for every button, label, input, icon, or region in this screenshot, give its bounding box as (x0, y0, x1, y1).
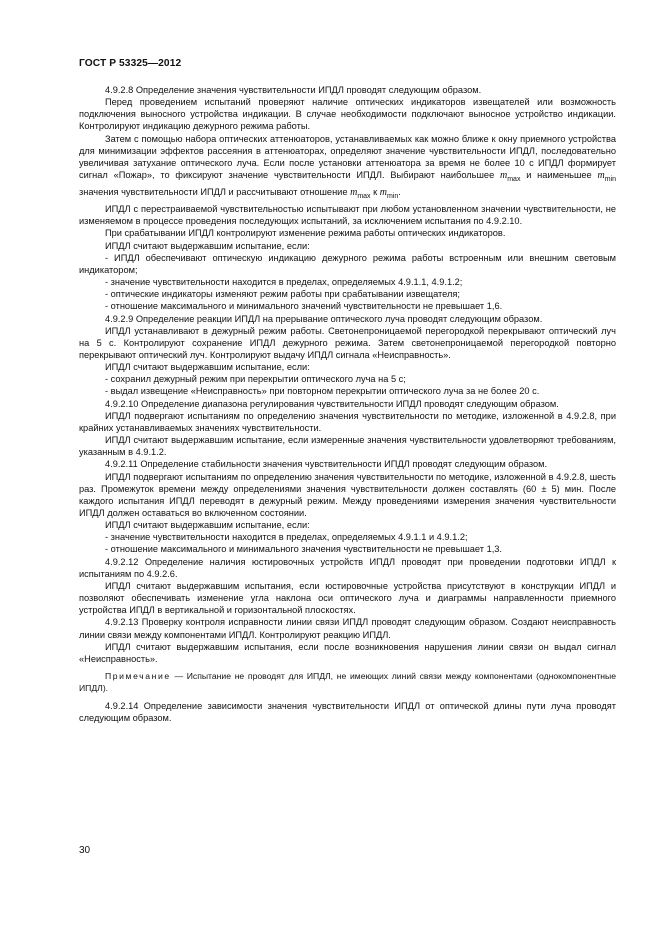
paragraph: ИПДЛ считают выдержавшим испытание, если: (105, 362, 310, 373)
paragraph: ИПДЛ считают выдержавшим испытания, если после возникновения нарушения линии связи он выдал сигнал «Неисправность». (79, 641, 616, 664)
note-text: — Испытание не проводят для ИПДЛ, не имеющих линий связи между компонентами (однокомпонентные ИПДЛ). (79, 671, 616, 693)
paragraph: ИПДЛ подвергают испытаниям по определению значения чувствительности по методике, изложенной в 4.9.2.8, шесть раз. Промежуток времени между определениями значения чувствительности должен составлять (60 ± 5) мин. После каждого испытания ИПДЛ переводят в дежурный режим. Между проведениями измерения значения чувствительности ИПДЛ должен оставаться во включенном состоянии. (79, 471, 616, 518)
m-symbol: m (350, 187, 358, 199)
page-number: 30 (79, 845, 91, 856)
list-item: - отношение максимального и минимального значений чувствительности не превышает 1,6. (105, 301, 503, 312)
subscript-max: max (357, 192, 371, 200)
paragraph: ИПДЛ считают выдержавшим испытание, если измеренные значения чувствительности удовлетворяют требованиям, указанным в 4.9.1.2. (79, 435, 616, 458)
paragraph-text: к (373, 187, 378, 198)
paragraph: ИПДЛ подвергают испытаниям по определению значения чувствительности по методике, изложенной в 4.9.2.8, при крайних устанавливаемых значениях чувствительности. (79, 410, 616, 433)
paragraph: Перед проведением испытаний проверяют наличие оптических индикаторов извещателей или возможность подключения выносного устройства индикации. В случае необходимости подключают выносное устройство индикации. Контролируют индикацию дежурного режима работы. (79, 97, 616, 132)
list-item: - выдал извещение «Неисправность» при повторном перекрытии оптического луча за не более 20 с. (105, 386, 540, 397)
document-header: ГОСТ Р 53325—2012 (79, 58, 182, 69)
subscript-max: max (507, 175, 521, 183)
paragraph: ИПДЛ считают выдержавшим испытания, если юстировочные устройства присутствуют в конструкции ИПДЛ и позволяют обеспечивать изменение угла наклона оси оптического луча и диаграммы направленности приемного устройства ИПДЛ в вертикальной и горизонтальной плоскостях. (79, 580, 616, 616)
list-item: - ИПДЛ обеспечивают оптическую индикацию дежурного режима работы встроенным или внешним световым индикатором; (79, 252, 616, 275)
document-body (79, 84, 616, 725)
paragraph: 4.9.2.12 Определение наличия юстировочных устройств ИПДЛ проводят при проведении подготовки ИПДЛ к испытаниям по 4.9.2.6. (79, 556, 616, 579)
list-item: - оптические индикаторы изменяют режим работы при срабатывании извещателя; (105, 289, 460, 300)
paragraph-text: и наименьшее (526, 170, 592, 181)
paragraph: 4.9.2.9 Определение реакции ИПДЛ на прерывание оптического луча проводят следующим образом. (105, 313, 543, 324)
paragraph-text: значения чувствительности ИПДЛ и рассчитывают отношение (79, 187, 348, 198)
note-label: Примечание (105, 671, 171, 682)
paragraph: 4.9.2.13 Проверку контроля исправности линии связи ИПДЛ проводят следующим образом. Создают неисправность линии связи между компонентами ИПДЛ. Контролируют реакцию ИПДЛ. (79, 617, 616, 640)
subscript-min: min (604, 175, 616, 183)
paragraph: Затем с помощью набора оптических аттенюаторов, устанавливаемых как можно ближе к окну приемного устройства для минимизации эффектов рассеяния в аттенюаторах, определяют значение чувствительности ИПДЛ, последовательно увеличивая затухание оптического луча. Если после установки аттенюатора за время не более 10 с ИПДЛ формирует сигнал «Пожар», то фиксируют значение чувствительности ИПДЛ. Выбирают наибольшее $m_{max}$ и наименьшее $m_{min}$ значения чувствительности ИПДЛ и рассчитывают отношение $m_{max}$ к $m_{min}$. (79, 133, 616, 200)
paragraph: 4.9.2.8 Определение значения чувствительности ИПДЛ проводят следующим образом. (105, 85, 482, 95)
paragraph: ИПДЛ с перестраиваемой чувствительностью испытывают при любом установленном значении чувствительности, не изменяемом в процессе проведения последующих испытаний, за исключением испытания по 4.9.2.10. (79, 204, 616, 227)
m-symbol: m (379, 187, 387, 199)
paragraph: 4.9.2.10 Определение диапазона регулирования чувствительности ИПДЛ проводят следующим образом. (105, 398, 559, 409)
list-item: - значение чувствительности находится в пределах, определяемых 4.9.1.1 и 4.9.1.2; (105, 532, 468, 543)
paragraph: ИПДЛ устанавливают в дежурный режим работы. Светонепроницаемой перегородкой перекрывают оптический луч на 5 с. Контролируют сохранение ИПДЛ дежурного режима. Затем светонепроницаемой перегородкой повторно перекрывают оптический луч. Контролируют выдачу ИПДЛ сигнала «Неисправность». (79, 325, 616, 360)
list-item: - отношение максимального и минимального значения чувствительности не превышает 1,3. (105, 544, 503, 555)
note (79, 671, 616, 694)
paragraph: 4.9.2.11 Определение стабильности значения чувствительности ИПДЛ проводят следующим образом. (105, 459, 548, 470)
paragraph-text: Затем с помощью набора оптических аттенюаторов, устанавливаемых как можно ближе к окну приемного устройства для минимизации эффектов рассеяния в аттенюаторах, определяют значение чувствительности ИПДЛ, последовательно увеличивая затухание оптического луча. Если после установки аттенюатора за время не более 10 с ИПДЛ формирует сигнал «Пожар», то фиксируют значение чувствительности ИПДЛ. Выбирают наибольшее (79, 133, 616, 181)
m-symbol: m (499, 170, 508, 182)
m-symbol: m (597, 170, 605, 182)
list-item: - сохранил дежурный режим при перекрытии оптического луча на 5 с; (105, 374, 406, 385)
paragraph: ИПДЛ считают выдержавшим испытание, если: (105, 520, 310, 531)
paragraph: ИПДЛ считают выдержавшим испытание, если: (105, 240, 310, 251)
list-item: - значение чувствительности находится в пределах, определяемых 4.9.1.1, 4.9.1.2; (105, 277, 463, 288)
paragraph: При срабатывании ИПДЛ контролируют изменение режима работы оптических индикаторов. (105, 228, 506, 239)
paragraph: 4.9.2.14 Определение зависимости значения чувствительности ИПДЛ от оптической длины пути луча проводят следующим образом. (79, 701, 616, 724)
subscript-min: min (386, 192, 399, 200)
